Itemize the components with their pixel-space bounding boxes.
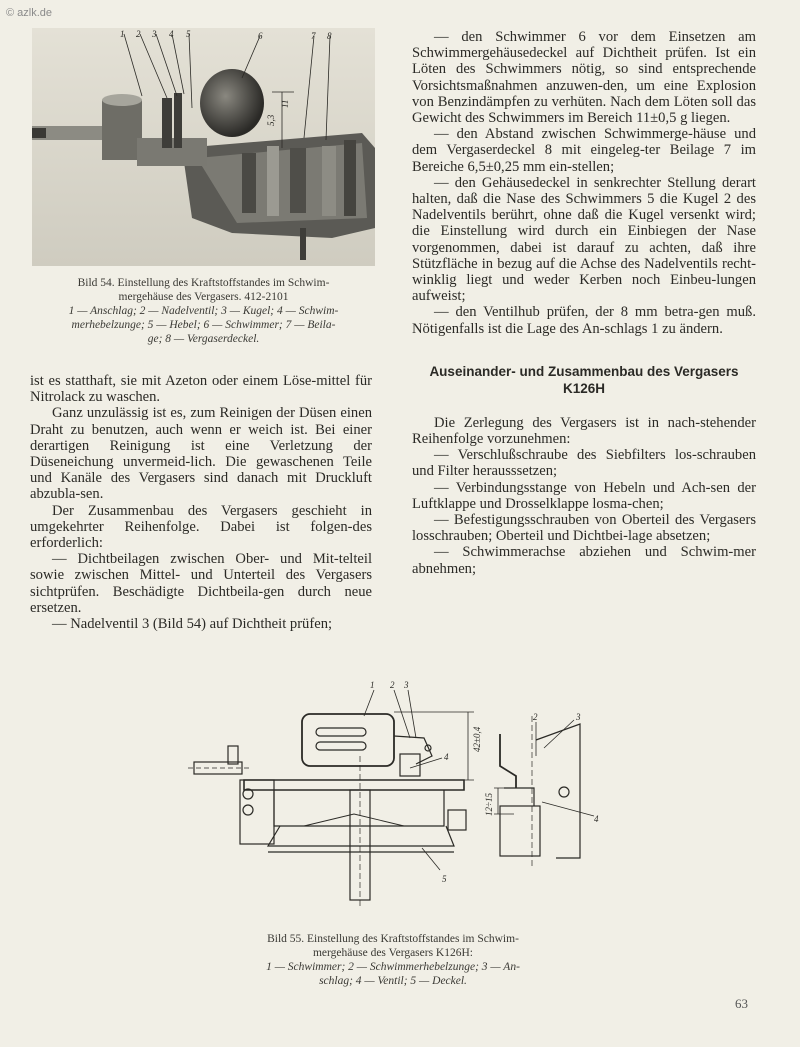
fig55-label-2: 2	[390, 680, 395, 690]
right-paragraph-1: — den Schwimmer 6 vor dem Einsetzen am Schwimmergehäusedeckel auf Dichtheit prüfen. Ist ein Löten des Schwimmers nötig, so sind entsprechende Vorsichtsmaßnahmen anzuwen-den, um eine Explosion von Benzindämpfen zu verhüten. Nach dem Löten soll das Gewicht des Schwimmers im Bereich 11±0,5 g liegen.	[412, 29, 756, 127]
figure-54-photo	[32, 28, 375, 266]
fig54-dim-small: 5,3	[266, 114, 276, 126]
right-paragraph-7: — Verbindungsstange von Hebeln und Ach-sen der Luftklappe und Drosselklappe losma-chen;	[412, 479, 756, 512]
fig55-detail-label-3: 3	[576, 712, 581, 722]
watermark: © azlk.de	[6, 7, 53, 19]
fig54-dim-tall: 11	[280, 99, 290, 108]
figure-55-legend-line2: schlag; 4 — Ventil; 5 — Deckel.	[319, 975, 467, 987]
left-paragraph-1: ist es statthaft, sie mit Azeton oder einem Löse-mittel für Nitrolack zu waschen.	[30, 373, 372, 406]
right-paragraph-6: — Verschlußschraube des Siebfilters los-schrauben und Filter herausssetzen;	[412, 447, 756, 480]
left-column	[30, 373, 372, 632]
fig55-label-1: 1	[370, 680, 375, 690]
figure-55-title-line2: mergehäuse des Vergasers K126H:	[312, 947, 473, 959]
figure-54-legend-line1: 1 — Anschlag; 2 — Nadelventil; 3 — Kugel; 4 — Schwim-	[68, 305, 339, 317]
figure-54-caption	[32, 276, 375, 346]
fig54-label-2: 2	[136, 29, 141, 39]
left-paragraph-5: — Nadelventil 3 (Bild 54) auf Dichtheit prüfen;	[52, 616, 333, 633]
fig55-label-5: 5	[442, 874, 447, 884]
figure-55-drawing	[184, 676, 604, 916]
right-paragraph-2: — den Abstand zwischen Schwimmerge-häuse und dem Vergaserdeckel 8 mit eingeleg-ter Beilage 7 im Bereiche 6,5±0,25 mm ein-stellen;	[412, 126, 756, 175]
fig55-detail-label-4: 4	[594, 814, 599, 824]
fig55-detail-label-2: 2	[533, 712, 538, 722]
fig55-dim-main: 42±0,4	[472, 726, 482, 752]
fig54-label-3: 3	[152, 29, 157, 39]
figure-54-title-line2: mergehäuse des Vergasers. 412-2101	[118, 291, 289, 303]
fig55-label-3: 3	[404, 680, 409, 690]
fig54-label-8: 8	[327, 31, 332, 41]
left-paragraph-3: Der Zusammenbau des Vergasers geschieht in umgekehrter Reihenfolge. Dabei ist folgen-des erforderlich:	[30, 502, 372, 552]
figure-54-legend-line2: merhebelzunge; 5 — Hebel; 6 — Schwimmer; 7 — Beila-	[71, 319, 336, 331]
right-column	[412, 29, 756, 577]
fig55-label-4: 4	[444, 752, 449, 762]
right-paragraph-5: Die Zerlegung des Vergasers ist in nach-stehender Reihenfolge vorzunehmen:	[412, 414, 756, 448]
fig54-label-5: 5	[186, 29, 191, 39]
right-paragraph-4: — den Ventilhub prüfen, der 8 mm betra-gen muß. Nötigenfalls ist die Lage des An-schlags 1 zu ändern.	[412, 304, 756, 337]
right-paragraph-8: — Befestigungsschrauben von Oberteil des Vergasers losschrauben; Oberteil und Dichtbei-lage absetzen;	[412, 512, 756, 545]
right-paragraph-3: — den Gehäusedeckel in senkrechter Stellung derart halten, daß die Nase des Schwimmers 5 die Kugel 2 des Nadelventils berührt, ohne daß die Kugel versenkt wird; die Einstellung wird durch ein Einbiegen der Nase vorgenommen, dabei ist darauf zu achten, daß ihre Stützfläche in bezug auf die Achse des Nadelventils recht-winklig liegt und weder Kerben noch Einbeu-lungen aufweist;	[412, 174, 756, 305]
figure-55-title-line1: Bild 55. Einstellung des Kraftstoffstandes im Schwim-	[267, 933, 519, 945]
fig54-label-1: 1	[120, 29, 125, 39]
fig54-label-7: 7	[311, 31, 316, 41]
figure-55-caption	[208, 932, 578, 988]
left-paragraph-4: — Dichtbeilagen zwischen Ober- und Mit-telteil sowie zwischen Mittel- und Unterteil des Vergasers sichtprüfen. Beschädigte Dichtbeila-gen durch neue ersetzen.	[30, 551, 372, 616]
fig54-label-4: 4	[169, 29, 174, 39]
left-paragraph-2: Ganz unzulässig ist es, zum Reinigen der Düsen einen Draht zu benutzen, auch wenn er weich ist. Bei einer derartigen Reinigung ist eine Verletzung der Düseneichung unvermeid-lich. Die gewaschenen Teile und Kanäle des Vergasers sind danach mit Druckluft abzubla-sen.	[30, 405, 372, 503]
figure-55-legend-line1: 1 — Schwimmer; 2 — Schwimmerhebelzunge; 3 — An-	[266, 961, 520, 973]
fig55-dim-side: 12÷15	[484, 793, 494, 816]
right-paragraph-9: — Schwimmerachse abziehen und Schwim-mer abnehmen;	[412, 544, 756, 577]
section-heading: Auseinander- und Zusammenbau des Vergasers K126H	[429, 363, 739, 396]
figure-54-title-line1: Bild 54. Einstellung des Kraftstoffstandes im Schwim-	[77, 277, 330, 289]
figure-54-legend-line3: ge; 8 — Vergaserdeckel.	[147, 333, 260, 345]
page-number: 63	[735, 996, 748, 1011]
fig54-label-6: 6	[258, 31, 263, 41]
